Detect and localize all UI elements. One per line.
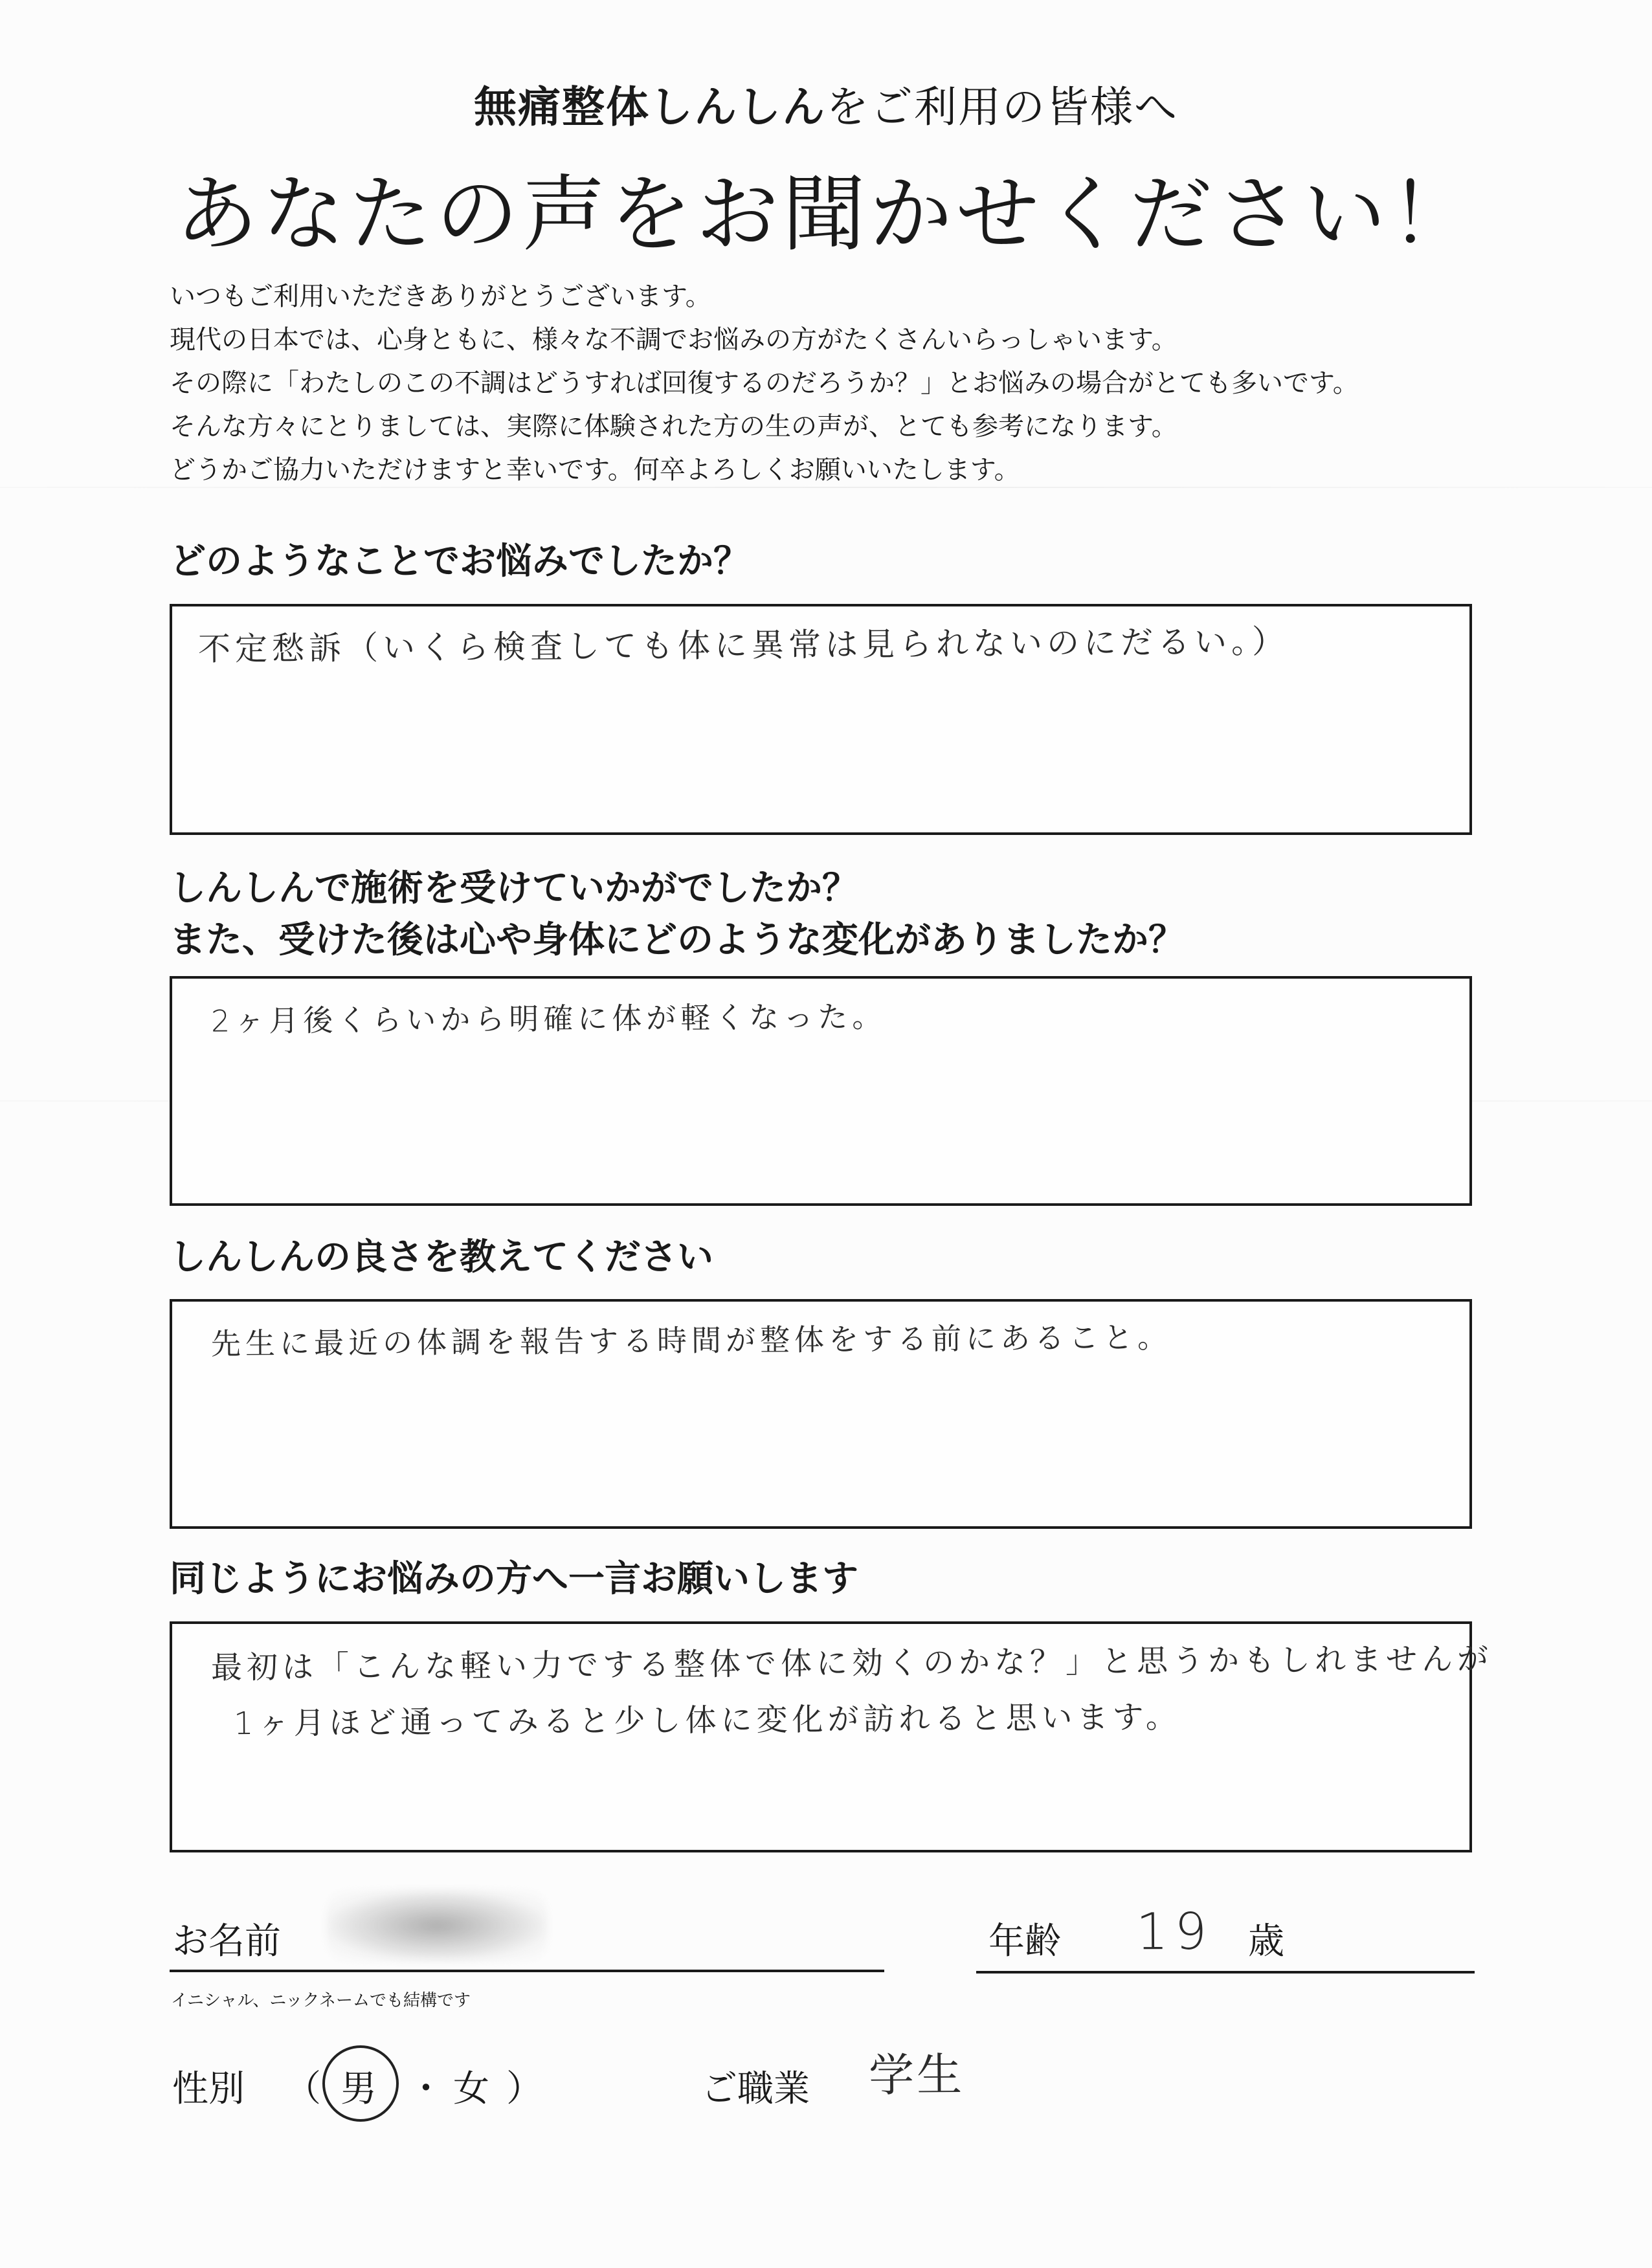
gender-option-male: 男 — [340, 2068, 377, 2110]
intro-line: どうかご協力いただけますと幸いです。何卒よろしくお願いいたします。 — [170, 455, 1020, 485]
form-title: あなたの声をお聞かせください！ — [175, 166, 1477, 263]
gender-paren-open: （ — [285, 2068, 321, 2110]
intro-line: その際に「わたしのこの不調はどうすれば回復するのだろうか？」とお悩みの場合がとても多いです。 — [170, 368, 1359, 398]
intro-line: いつもご利用いただきありがとうございます。 — [170, 282, 711, 311]
male-selected-circle — [322, 2045, 399, 2122]
question-4-answer-box — [170, 1621, 1493, 1852]
gender-paren-close: ） — [506, 2068, 542, 2110]
redacted-name — [327, 1890, 547, 1961]
question-1-label: どのようなことでお悩みでしたか？ — [170, 540, 750, 583]
question-4-answer-line2: 1ヶ月ほど通ってみると少し体に変化が訪れると思います。 — [233, 1698, 1181, 1742]
form-subtitle — [0, 72, 1652, 134]
question-1-answer-box — [170, 604, 1472, 835]
question-2-answer: 2ヶ月後くらいから明確に体が軽くなった。 — [210, 999, 887, 1039]
question-2-label-line1: しんしんで施術を受けていかがでしたか？ — [170, 867, 858, 909]
question-1-answer: 不定愁訴（いくら検査しても体に異常は見られないのにだるい。） — [197, 623, 1289, 668]
intro-line: そんな方々にとりましては、実際に体験された方の生の声が、とても参考になります。 — [170, 412, 1178, 441]
gender-label: 性別 — [172, 2068, 245, 2110]
intro-line: 現代の日本では、心身ともに、様々な不調でお悩みの方がたくさんいらっしゃいます。 — [170, 325, 1178, 355]
intro-text — [170, 275, 1497, 492]
age-underline — [976, 1971, 1475, 1973]
gender-separator: ・ — [408, 2068, 444, 2110]
age-value: 19 — [1135, 1902, 1214, 1962]
age-unit: 歳 — [1248, 1920, 1284, 1962]
question-4-label: 同じようにお悩みの方へ一言お願いします — [170, 1558, 858, 1600]
age-label: 年齢 — [988, 1920, 1061, 1962]
question-3-label: しんしんの良さを教えてください — [170, 1236, 713, 1278]
question-3-answer: 先生に最近の体調を報告する時間が整体をする前にあること。 — [210, 1319, 1172, 1362]
question-2-answer-box — [170, 976, 1472, 1206]
subtitle-rest: をご利用の皆様へ — [826, 82, 1178, 132]
question-2-label-line2: また、受けた後は心や身体にどのような変化がありましたか？ — [170, 919, 1185, 961]
clinic-name: 無痛整体しんしん — [474, 82, 826, 132]
name-label: お名前 — [172, 1920, 281, 1962]
gender-option-female: 女 — [453, 2068, 489, 2110]
name-underline — [170, 1970, 884, 1972]
question-3-answer-box — [170, 1299, 1472, 1529]
question-4-answer-line1: 最初は「こんな軽い力でする整体で体に効くのかな？」と思うかもしれませんが — [210, 1641, 1493, 1686]
occupation-label: ご職業 — [701, 2068, 810, 2110]
occupation-value: 学生 — [868, 2048, 965, 2102]
name-note: イニシャル、ニックネームでも結構です — [171, 1991, 471, 2010]
